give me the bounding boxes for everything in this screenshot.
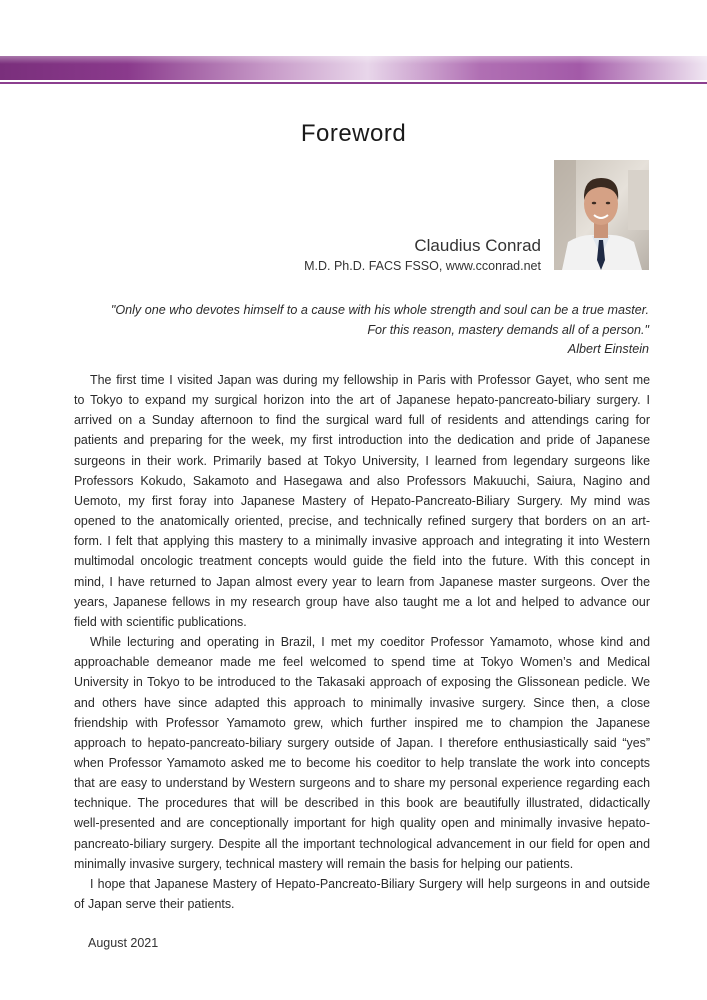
text-line: well-presented and are conceptionally important for high quality open and minimally invasive hepato- — [74, 816, 650, 831]
header-rule — [0, 82, 707, 84]
author-credentials: M.D. Ph.D. FACS FSSO, www.cconrad.net — [304, 259, 541, 273]
page-title: Foreword — [300, 120, 407, 147]
text-line: multimodal oncologic treatment concepts would guide the field into the future. With this concept in — [74, 554, 650, 569]
text-line: The first time I visited Japan was during my fellowship in Paris with Professor Gayet, who sent me — [90, 373, 650, 387]
text-line: of Japan serve their patients. — [74, 897, 235, 912]
date: August 2021 — [88, 936, 159, 950]
text-line: when Professor Yamamoto asked me to become his coeditor to help translate the work into concepts — [74, 755, 650, 770]
text-line: years, Japanese fellows in my research group have also taught me a lot and helped to advance our — [74, 594, 650, 609]
text-line: that are easy to understand by Western surgeons and to share my personal experience regarding each — [74, 776, 650, 791]
epigraph-attribution: Albert Einstein — [567, 342, 649, 356]
text-line: and others have since adapted this approach to minimally invasive surgery. Since then, a close — [74, 695, 650, 710]
text-line: Professors Kokudo, Sakamoto and Hasegawa and also Professors Makuuchi, Saiura, Nagino and — [74, 473, 650, 488]
text-line: Uemoto, my first foray into Japanese Mastery of Hepato-Pancreato-Biliary Surgery. My mind was — [74, 493, 650, 508]
text-line: surgeons in their work. Primarily based at Tokyo University, I learned from legendary surgeons like — [74, 453, 650, 468]
paragraph — [74, 874, 650, 914]
text-line: technique. The procedures that will be described in this book are beautifully illustrated, didactically — [74, 796, 650, 811]
text-line: mind, I have returned to Japan almost every year to learn from Japanese master surgeons. Over the — [74, 574, 650, 589]
text-line: University in Tokyo to be introduced to the Takasaki approach of exposing the Glissonean pedicle. We — [74, 675, 650, 690]
epigraph-line: "Only one who devotes himself to a cause with his whole strength and soul can be a true master. — [110, 303, 649, 317]
text-line: opened to the anatomically oriented, precise, and technically refined surgery that borders on an art- — [74, 514, 650, 529]
header-decorative-band — [0, 56, 707, 80]
text-line: I hope that Japanese Mastery of Hepato-Pancreato-Biliary Surgery will help surgeons in and outside — [90, 876, 650, 891]
foreword-body — [74, 370, 650, 914]
text-line: approachable demeanor made me feel welcomed to spend time at Tokyo Women’s and Medical — [74, 655, 650, 670]
text-line: field with scientific publications. — [74, 614, 247, 629]
text-line: patients and preparing for the week, my first introduction into the dedication and pride of Japanese — [74, 433, 650, 448]
epigraph-line: For this reason, mastery demands all of a person." — [367, 322, 649, 337]
text-line: to Tokyo to expand my surgical horizon into the art of Japanese hepato-pancreato-biliary surgery. I — [74, 393, 650, 408]
text-line: friendship with Professor Yamamoto grew, which further inspired me to champion the Japanese — [74, 715, 650, 730]
text-line: arrived on a Sunday afternoon to find the surgical ward full of residents and attendings caring for — [74, 413, 650, 428]
author-portrait — [554, 160, 649, 270]
text-line: form. I felt that applying this mastery to a minimally invasive approach and integrating it into Western — [74, 534, 650, 549]
author-name: Claudius Conrad — [414, 236, 541, 255]
paragraph — [74, 632, 650, 874]
text-line: pancreato-biliary surgery. Despite all the important technological advancement in our field for open and — [74, 836, 650, 851]
paragraph — [74, 370, 650, 632]
text-line: minimally invasive surgery, technical mastery will remain the basis for helping our patients. — [74, 856, 574, 871]
text-line: approach to hepato-pancreato-biliary surgery outside of Japan. I therefore enthusiastically said “yes” — [74, 735, 650, 750]
epigraph — [60, 301, 649, 360]
text-line: While lecturing and operating in Brazil, I met my coeditor Professor Yamamoto, whose kind and — [90, 635, 650, 650]
